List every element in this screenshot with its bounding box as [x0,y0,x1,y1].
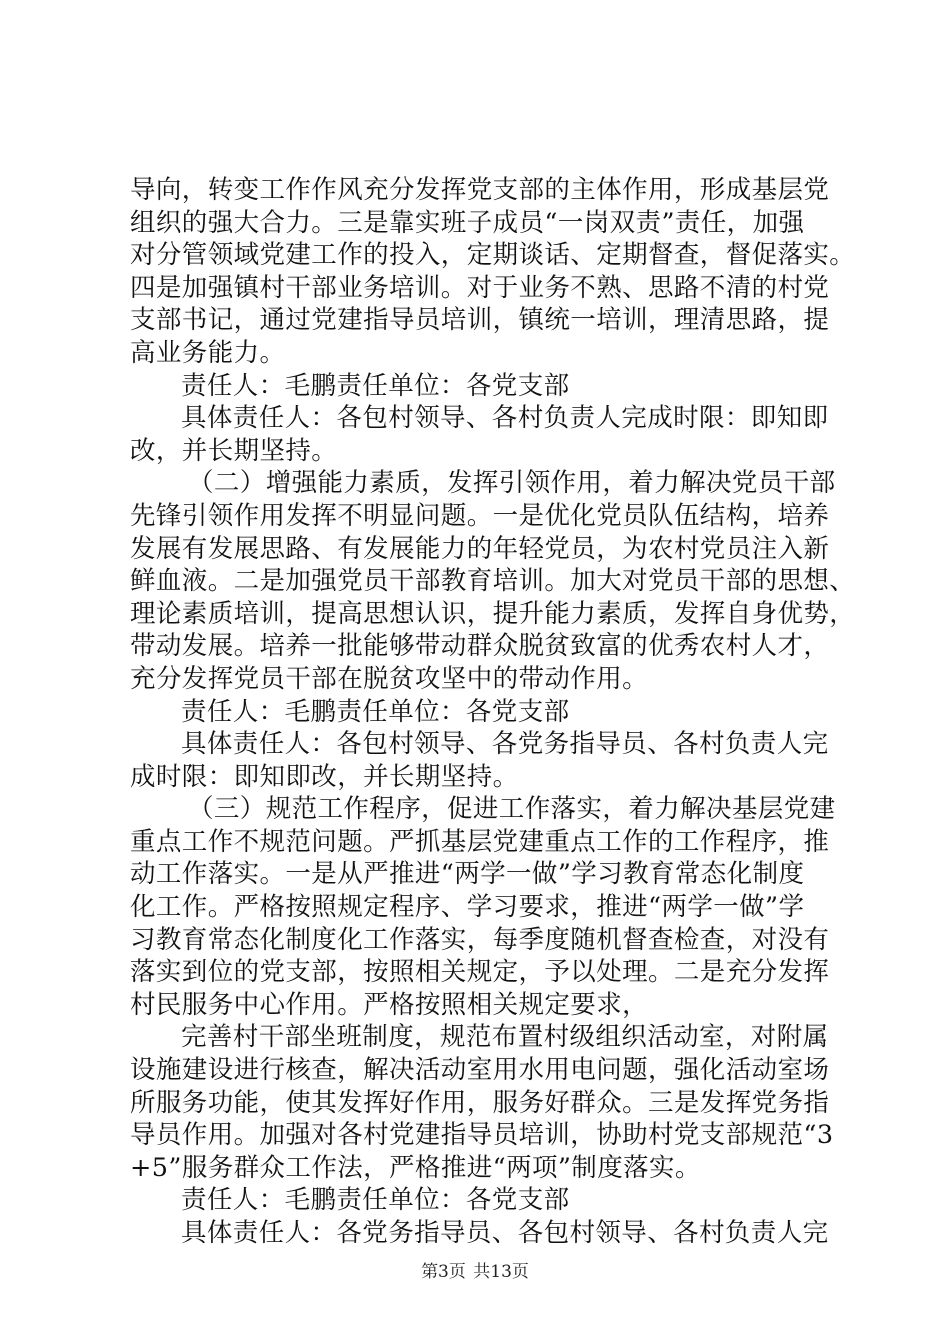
text-line: 具体责任人：各包村领导、各党务指导员、各村负责人完 [181,729,829,760]
text-line: 先锋引领作用发挥不明显问题。一是优化党员队伍结构，培养 [130,500,830,531]
text-line: 责任人：毛鹏责任单位：各党支部 [181,696,570,727]
text-line: 村民服务中心作用。严格按照相关规定要求， [130,989,649,1020]
text-line: 具体责任人：各党务指导员、各包村领导、各村负责人完 [181,1218,829,1248]
document-body [130,174,856,1250]
text-line: 重点工作不规范问题。严抓基层党建重点工作的工作程序，推 [130,826,830,857]
text-line: 化工作。严格按照规定程序、学习要求，推进“两学一做”学 [130,892,805,923]
text-line: 充分发挥党员干部在脱贫攻坚中的带动作用。 [130,663,649,694]
text-line: 责任人：毛鹏责任单位：各党支部 [181,1185,570,1216]
text-line: 四是加强镇村干部业务培训。对于业务不熟、思路不清的村党 [130,272,830,303]
text-line: 完善村干部坐班制度，规范布置村级组织活动室，对附属 [181,1022,829,1053]
page-number: 第3页 [421,1262,466,1282]
text-line: 所服务功能，使其发挥好作用，服务好群众。三是发挥党务指 [130,1087,830,1118]
text-line: 导向，转变工作作风充分发挥党支部的主体作用，形成基层党 [130,175,830,205]
text-line: +5”服务群众工作法，严格推进“两项”制度落实。 [130,1152,701,1183]
text-line: 具体责任人：各包村领导、各村负责人完成时限：即知即 [181,403,829,434]
text-line: 组织的强大合力。三是靠实班子成员“一岗双责”责任，加强 [130,207,805,238]
text-line: 习教育常态化制度化工作落实，每季度随机督查检查，对没有 [130,924,830,955]
text-line: 责任人：毛鹏责任单位：各党支部 [181,370,570,401]
text-line: （三）规范工作程序，促进工作落实，着力解决基层党建 [188,794,836,825]
text-line: 设施建设进行核查，解决活动室用水用电问题，强化活动室场 [130,1055,830,1086]
page-total: 共13页 [473,1262,529,1282]
text-line: 成时限：即知即改，并长期坚持。 [130,761,519,792]
text-line: 发展有发展思路、有发展能力的年轻党员，为农村党员注入新 [130,533,830,564]
text-line: 对分管领域党建工作的投入，定期谈话、定期督查，督促落实。 [130,240,856,271]
text-line: （二）增强能力素质，发挥引领作用，着力解决党员干部 [188,468,836,499]
text-line: 改，并长期坚持。 [130,435,338,466]
text-line: 导员作用。加强对各村党建指导员培训，协助村党支部规范“3 [130,1120,834,1151]
text-line: 鲜血液。二是加强党员干部教育培训。加大对党员干部的思想、 [130,566,856,597]
page-footer [0,1262,950,1282]
text-line: 动工作落实。一是从严推进“两学一做”学习教育常态化制度 [130,859,805,890]
text-line: 支部书记，通过党建指导员培训，镇统一培训，理清思路，提 [130,305,830,336]
text-line: 高业务能力。 [130,337,286,368]
text-line: 理论素质培训，提高思想认识，提升能力素质，发挥自身优势， [130,598,856,629]
text-line: 落实到位的党支部，按照相关规定，予以处理。二是充分发挥 [130,957,830,988]
text-line: 带动发展。培养一批能够带动群众脱贫致富的优秀农村人才， [130,631,830,662]
